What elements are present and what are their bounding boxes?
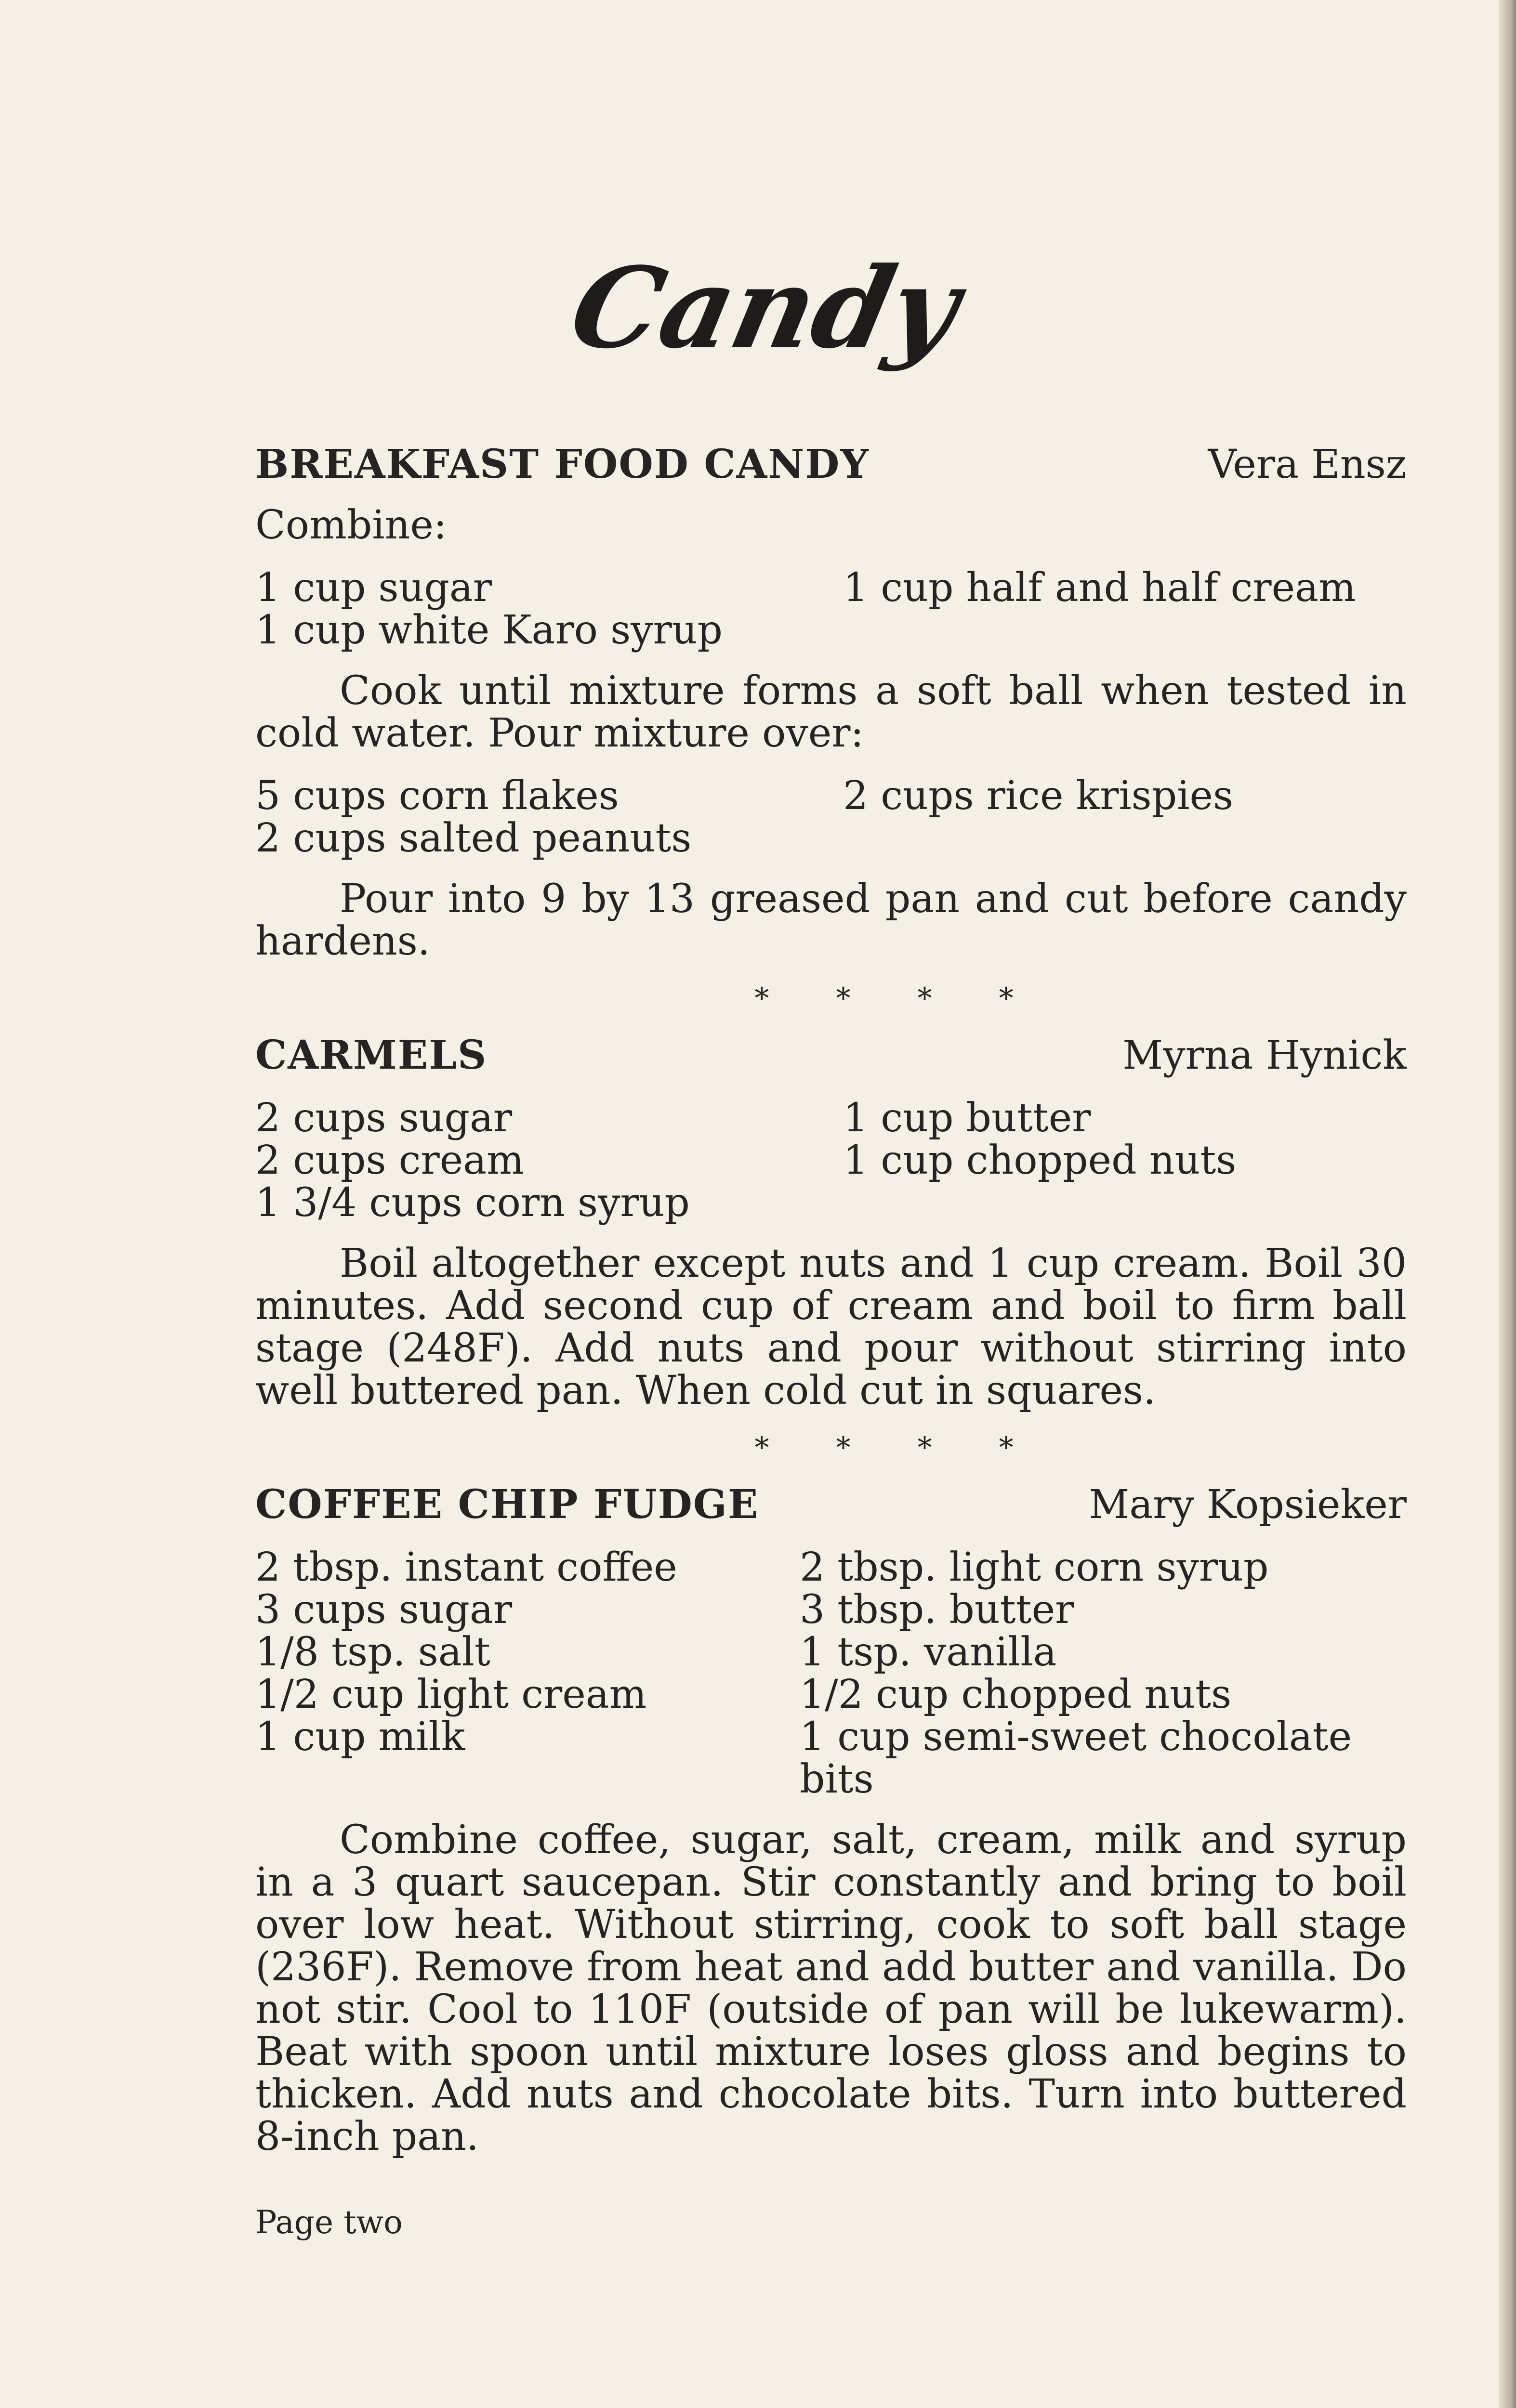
ingredient: 1 cup sugar xyxy=(255,565,492,611)
ingredient: 1 cup semi-sweet chocolate bits xyxy=(800,1714,1352,1802)
section-separator: * * * * xyxy=(754,982,1042,1015)
ingredient: 1/2 cup chopped nuts xyxy=(800,1672,1232,1717)
ingredient: 2 tbsp. instant coffee xyxy=(255,1544,677,1590)
ingredient: 3 cups sugar xyxy=(255,1587,513,1633)
section-heading-text: Candy xyxy=(560,243,970,373)
recipe-title: CARMELS xyxy=(255,1032,488,1078)
section-heading xyxy=(0,243,1516,395)
ingredient: 5 cups corn flakes xyxy=(255,773,619,819)
recipe-page-content xyxy=(255,443,1407,2244)
ingredient: 1 cup white Karo syrup xyxy=(255,607,723,653)
ingredient: 1 cup half and half cream xyxy=(843,565,1356,611)
recipe-step: Boil altogether except nuts and 1 cup cream. Boil 30 minutes. Add second cup of cream and boil to firm ball stage (248F). Add nuts and pour without stirring into well buttered pan. When cold cut in squares. xyxy=(255,1241,1407,1413)
ingredient: 2 cups rice krispies xyxy=(843,773,1234,819)
ingredient: 2 cups cream xyxy=(255,1138,524,1183)
ingredient: 2 cups salted peanuts xyxy=(255,815,692,861)
recipe-breakfast-food-candy xyxy=(255,443,1407,963)
ingredient: 2 cups sugar xyxy=(255,1095,513,1141)
recipe-title: COFFEE CHIP FUDGE xyxy=(255,1481,759,1528)
section-separator: * * * * xyxy=(754,1431,1042,1465)
recipe-step: Pour into 9 by 13 greased pan and cut before candy hardens. xyxy=(255,876,1407,964)
ingredient: 1 3/4 cups corn syrup xyxy=(255,1180,690,1226)
recipe-author: Vera Ensz xyxy=(1208,442,1407,487)
ingredient: 1 tsp. vanilla xyxy=(800,1629,1057,1675)
ingredient: 1/2 cup light cream xyxy=(255,1672,647,1717)
recipe-author: Mary Kopsieker xyxy=(1089,1482,1407,1528)
recipe-author: Myrna Hynick xyxy=(1122,1033,1407,1078)
ingredient: 1/8 tsp. salt xyxy=(255,1629,490,1675)
ingredient: 1 cup chopped nuts xyxy=(843,1138,1237,1183)
ingredient: 2 tbsp. light corn syrup xyxy=(800,1544,1269,1590)
recipe-carmels xyxy=(255,1034,1407,1412)
recipe-step: Combine coffee, sugar, salt, cream, milk and syrup in a 3 quart saucepan. Stir constantly and bring to boil over low heat. Without stirring, cook to soft ball stage (236F). Remove from heat and add butter and vanilla. Do not stir. Cool to 110F (outside of pan will be lukewarm). Beat with spoon until mixture loses gloss and begins to thicken. Add nuts and chocolate bits. Turn into buttered 8-inch pan. xyxy=(255,1817,1407,2159)
recipe-coffee-chip-fudge xyxy=(255,1483,1407,2158)
recipe-intro: Combine: xyxy=(255,502,447,548)
recipe-title: BREAKFAST FOOD CANDY xyxy=(255,441,870,487)
ingredient: 1 cup butter xyxy=(843,1095,1091,1141)
recipe-step: Cook until mixture forms a soft ball when tested in cold water. Pour mixture over: xyxy=(255,668,1407,756)
ingredient: 3 tbsp. butter xyxy=(800,1587,1074,1633)
page-number: Page two xyxy=(255,2204,403,2241)
ingredient: 1 cup milk xyxy=(255,1714,465,1760)
